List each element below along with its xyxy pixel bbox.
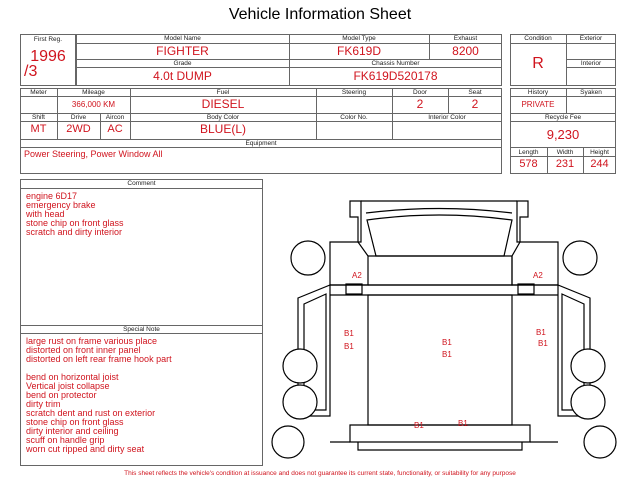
damage-mark: B1 — [538, 339, 548, 348]
special-note-line: Vertical joist collapse — [26, 381, 110, 391]
model-type-value: FK619D — [336, 44, 382, 58]
rear-right-wheel — [571, 349, 605, 383]
disclaimer-footer: This sheet reflects the vehicle's condition at issuance and does not guarantee its current state, functionality, or suitability for any purpose — [124, 470, 516, 477]
chassis-number-value: FK619D520178 — [353, 69, 438, 83]
special-note-line: bend on protector — [26, 390, 97, 400]
width-label: Width — [556, 149, 574, 156]
rear-panel — [350, 425, 530, 442]
fuel-label: Fuel — [216, 89, 230, 96]
exterior-label: Exterior — [579, 35, 603, 42]
shift-label: Shift — [31, 114, 45, 121]
cab-top-outline — [366, 209, 512, 214]
height-value: 244 — [590, 158, 609, 170]
steering-label: Steering — [341, 89, 367, 96]
grade-value: 4.0t DUMP — [153, 69, 212, 83]
special-note-line: distorted on left rear frame hook part — [26, 354, 172, 364]
special-note-line: bend on horizontal joist — [26, 372, 119, 382]
comment-line: with head — [26, 209, 65, 219]
special-note-lines — [26, 337, 172, 454]
windshield-outline — [367, 215, 512, 256]
damage-mark: B1 — [344, 329, 354, 338]
history-grid-divider — [510, 156, 616, 157]
rear-left-wheel — [283, 349, 317, 383]
drive-label: Drive — [70, 114, 87, 121]
history-grid-divider — [510, 96, 616, 97]
mileage-label: Mileage — [82, 89, 105, 96]
damage-mark: B1 — [414, 421, 424, 430]
syaken-label: Syaken — [580, 89, 602, 96]
equipment-value: Power Steering, Power Window All — [24, 149, 163, 159]
center-bed — [368, 295, 512, 425]
condition-grid-divider — [510, 43, 616, 44]
length-value: 578 — [519, 158, 538, 170]
rear-left-wheel — [272, 426, 304, 458]
body-color-label: Body Color — [206, 114, 240, 121]
model-type-label: Model Type — [342, 35, 376, 42]
history-label: History — [527, 89, 549, 96]
width-value: 231 — [555, 158, 575, 170]
special-note-line: large rust on frame various place — [26, 336, 158, 346]
rear-panel — [358, 442, 522, 450]
cab-left-side — [330, 242, 368, 285]
rear-left-wheel — [283, 385, 317, 419]
special-note-divider — [20, 333, 263, 334]
front-right-wheel — [563, 241, 597, 275]
recycle-fee-label: Recycle Fee — [544, 114, 582, 121]
condition-label: Condition — [524, 35, 552, 42]
damage-mark: B1 — [344, 342, 354, 351]
cab-roof-outline — [350, 201, 361, 242]
door-label: Door — [412, 89, 428, 96]
special-note-line: scuff on handle grip — [26, 435, 105, 445]
chassis-number-label: Chassis Number — [371, 60, 420, 67]
special-note-line: distorted on front inner panel — [26, 345, 141, 355]
cab-roof-outline — [517, 201, 528, 242]
page-title: Vehicle Information Sheet — [228, 6, 412, 23]
color-no-label: Color No. — [340, 114, 368, 121]
special-note-line: worn cut ripped and dirty seat — [26, 444, 145, 454]
fuel-value: DIESEL — [201, 97, 245, 111]
model-name-value: FIGHTER — [156, 44, 209, 58]
seat-value: 2 — [471, 97, 479, 111]
height-label: Height — [590, 149, 609, 156]
history-grid-divider — [510, 121, 616, 122]
special-note-label: Special Note — [123, 326, 160, 333]
special-note-line: dirty interior and ceiling — [26, 426, 119, 436]
length-label: Length — [518, 149, 539, 156]
cab-front-panel — [368, 256, 512, 285]
mileage-value: 366,000 KM — [71, 100, 116, 109]
special-note-line: dirty trim — [26, 399, 61, 409]
special-note-line: stone chip on front glass — [26, 417, 124, 427]
damage-mark: B1 — [442, 350, 452, 359]
comment-lines — [26, 192, 124, 237]
meter-label: Meter — [30, 89, 47, 96]
exhaust-value: 8200 — [452, 44, 479, 58]
exhaust-label: Exhaust — [453, 35, 478, 42]
grade-label: Grade — [173, 60, 192, 67]
condition-value: R — [532, 55, 544, 72]
comment-line: scratch and dirty interior — [26, 227, 123, 237]
damage-mark: B1 — [458, 419, 468, 428]
damage-mark: B1 — [536, 328, 546, 337]
rear-right-wheel — [571, 385, 605, 419]
special-note-line: scratch dent and rust on exterior — [26, 408, 156, 418]
interior-label: Interior — [580, 60, 602, 67]
damage-mark: A2 — [352, 271, 362, 280]
comment-line: stone chip on front glass — [26, 218, 124, 228]
shift-value: MT — [30, 123, 47, 135]
interior-color-label: Interior Color — [428, 114, 466, 121]
comment-line: emergency brake — [26, 200, 96, 210]
drive-value: 2WD — [66, 123, 91, 135]
comment-line: engine 6D17 — [26, 191, 78, 201]
recycle-fee-value: 9,230 — [546, 127, 580, 142]
comment-label: Comment — [127, 180, 156, 187]
damage-mark: A2 — [533, 271, 543, 280]
model-name-label: Model Name — [164, 35, 201, 42]
aircon-value: AC — [107, 123, 123, 135]
first-reg-label: First Reg. — [33, 36, 63, 43]
history-value: PRIVATE — [521, 100, 555, 109]
damage-mark: B1 — [442, 338, 452, 347]
aircon-label: Aircon — [105, 114, 125, 121]
first-reg-year: 1996 — [30, 48, 66, 65]
rear-right-wheel — [584, 426, 616, 458]
comment-box-divider — [20, 188, 263, 189]
truck-damage-diagram — [268, 180, 620, 470]
equipment-label: Equipment — [245, 140, 277, 147]
condition-grid-divider — [566, 67, 616, 68]
first-reg-month: /3 — [24, 63, 38, 80]
history-grid-divider — [510, 147, 616, 148]
front-left-wheel — [291, 241, 325, 275]
body-color-value: BLUE(L) — [199, 122, 246, 136]
door-value: 2 — [416, 97, 424, 111]
seat-label: Seat — [468, 89, 482, 96]
